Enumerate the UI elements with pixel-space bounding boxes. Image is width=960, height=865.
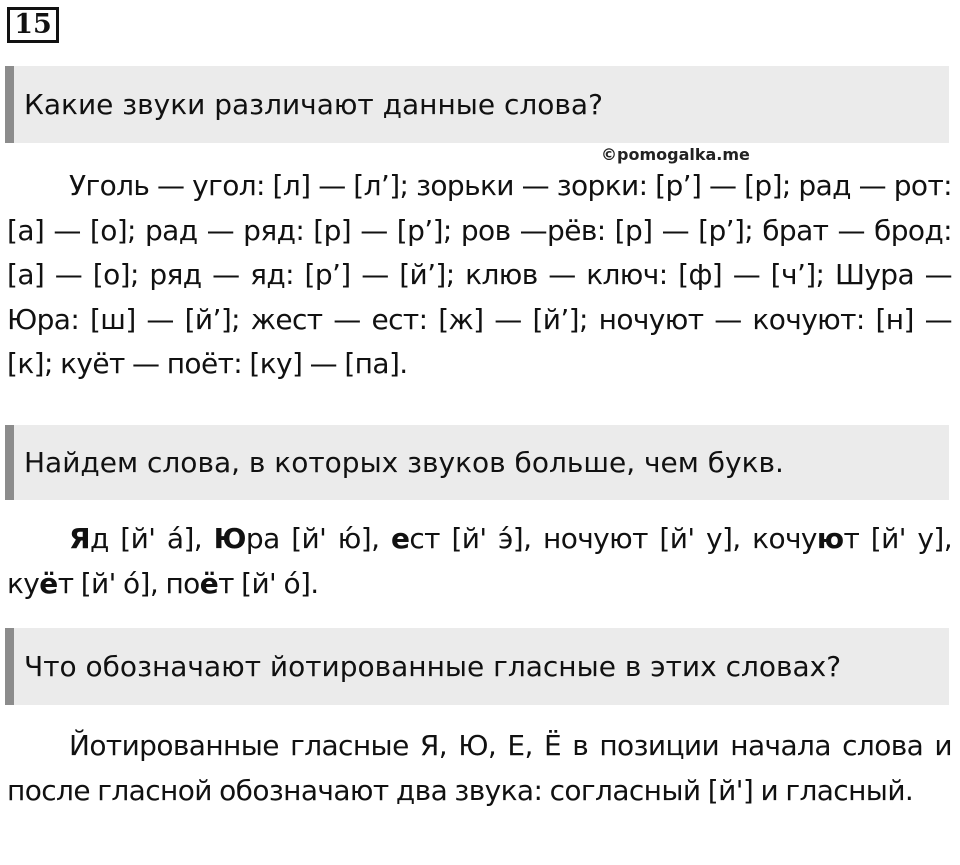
answer-2-text: т [й' о́], по (57, 566, 200, 600)
question-2 (5, 425, 949, 500)
question-3-text: Что обозначают йотированные гласные в этих словах? (24, 650, 842, 683)
bold-letter: ю (816, 522, 844, 555)
bold-letter: ё (39, 566, 58, 600)
bold-letter: Ю (213, 522, 246, 555)
answer-1 (7, 164, 952, 387)
question-1-text: Какие звуки различают данные слова? (24, 88, 603, 121)
answer-3-text: Йотированные гласные Я, Ю, Е, Ё в позиции начала слова и после гласной обозначают два звука: согласный [й'] и гласный. (7, 729, 952, 807)
answer-3 (7, 724, 952, 813)
answer-2 (7, 517, 952, 606)
question-3 (5, 628, 949, 705)
watermark: ©pomogalka.me (601, 145, 750, 164)
answer-2-text: т [й' о́]. (218, 566, 319, 600)
answer-1-text: Уголь — угол: [л] — [л’]; зорьки — зорки: [р’] — [р]; рад — рот: [а] — [о]; рад — ряд: [р] — [р’]; ров —рёв: [р] — [р’]; брат — брод: [а] — [о]; ряд — яд: [р’] — [й’]; клюв — ключ: [ф] — [ч’]; Шура — Юра: [ш] — [й’]; жест — ест: [ж] — [й’]; ночуют — кочуют: [н] — [к]; куёт — поёт: [ку] — [па]. (7, 169, 952, 380)
answer-2-text: т [й' у], ку (7, 522, 952, 600)
answer-2-text: ра [й' ю́], (245, 522, 391, 555)
bold-letter: Я (69, 522, 90, 555)
bold-letter: ё (199, 566, 219, 600)
question-1 (5, 66, 949, 143)
answer-2-text: ст [й' э́], ночуют [й' у], кочу (409, 522, 817, 555)
task-number: 15 (7, 7, 59, 43)
bold-letter: е (390, 522, 410, 555)
answer-2-text: д [й' а́], (89, 522, 214, 555)
question-2-text: Найдем слова, в которых звуков больше, чем букв. (24, 446, 784, 479)
